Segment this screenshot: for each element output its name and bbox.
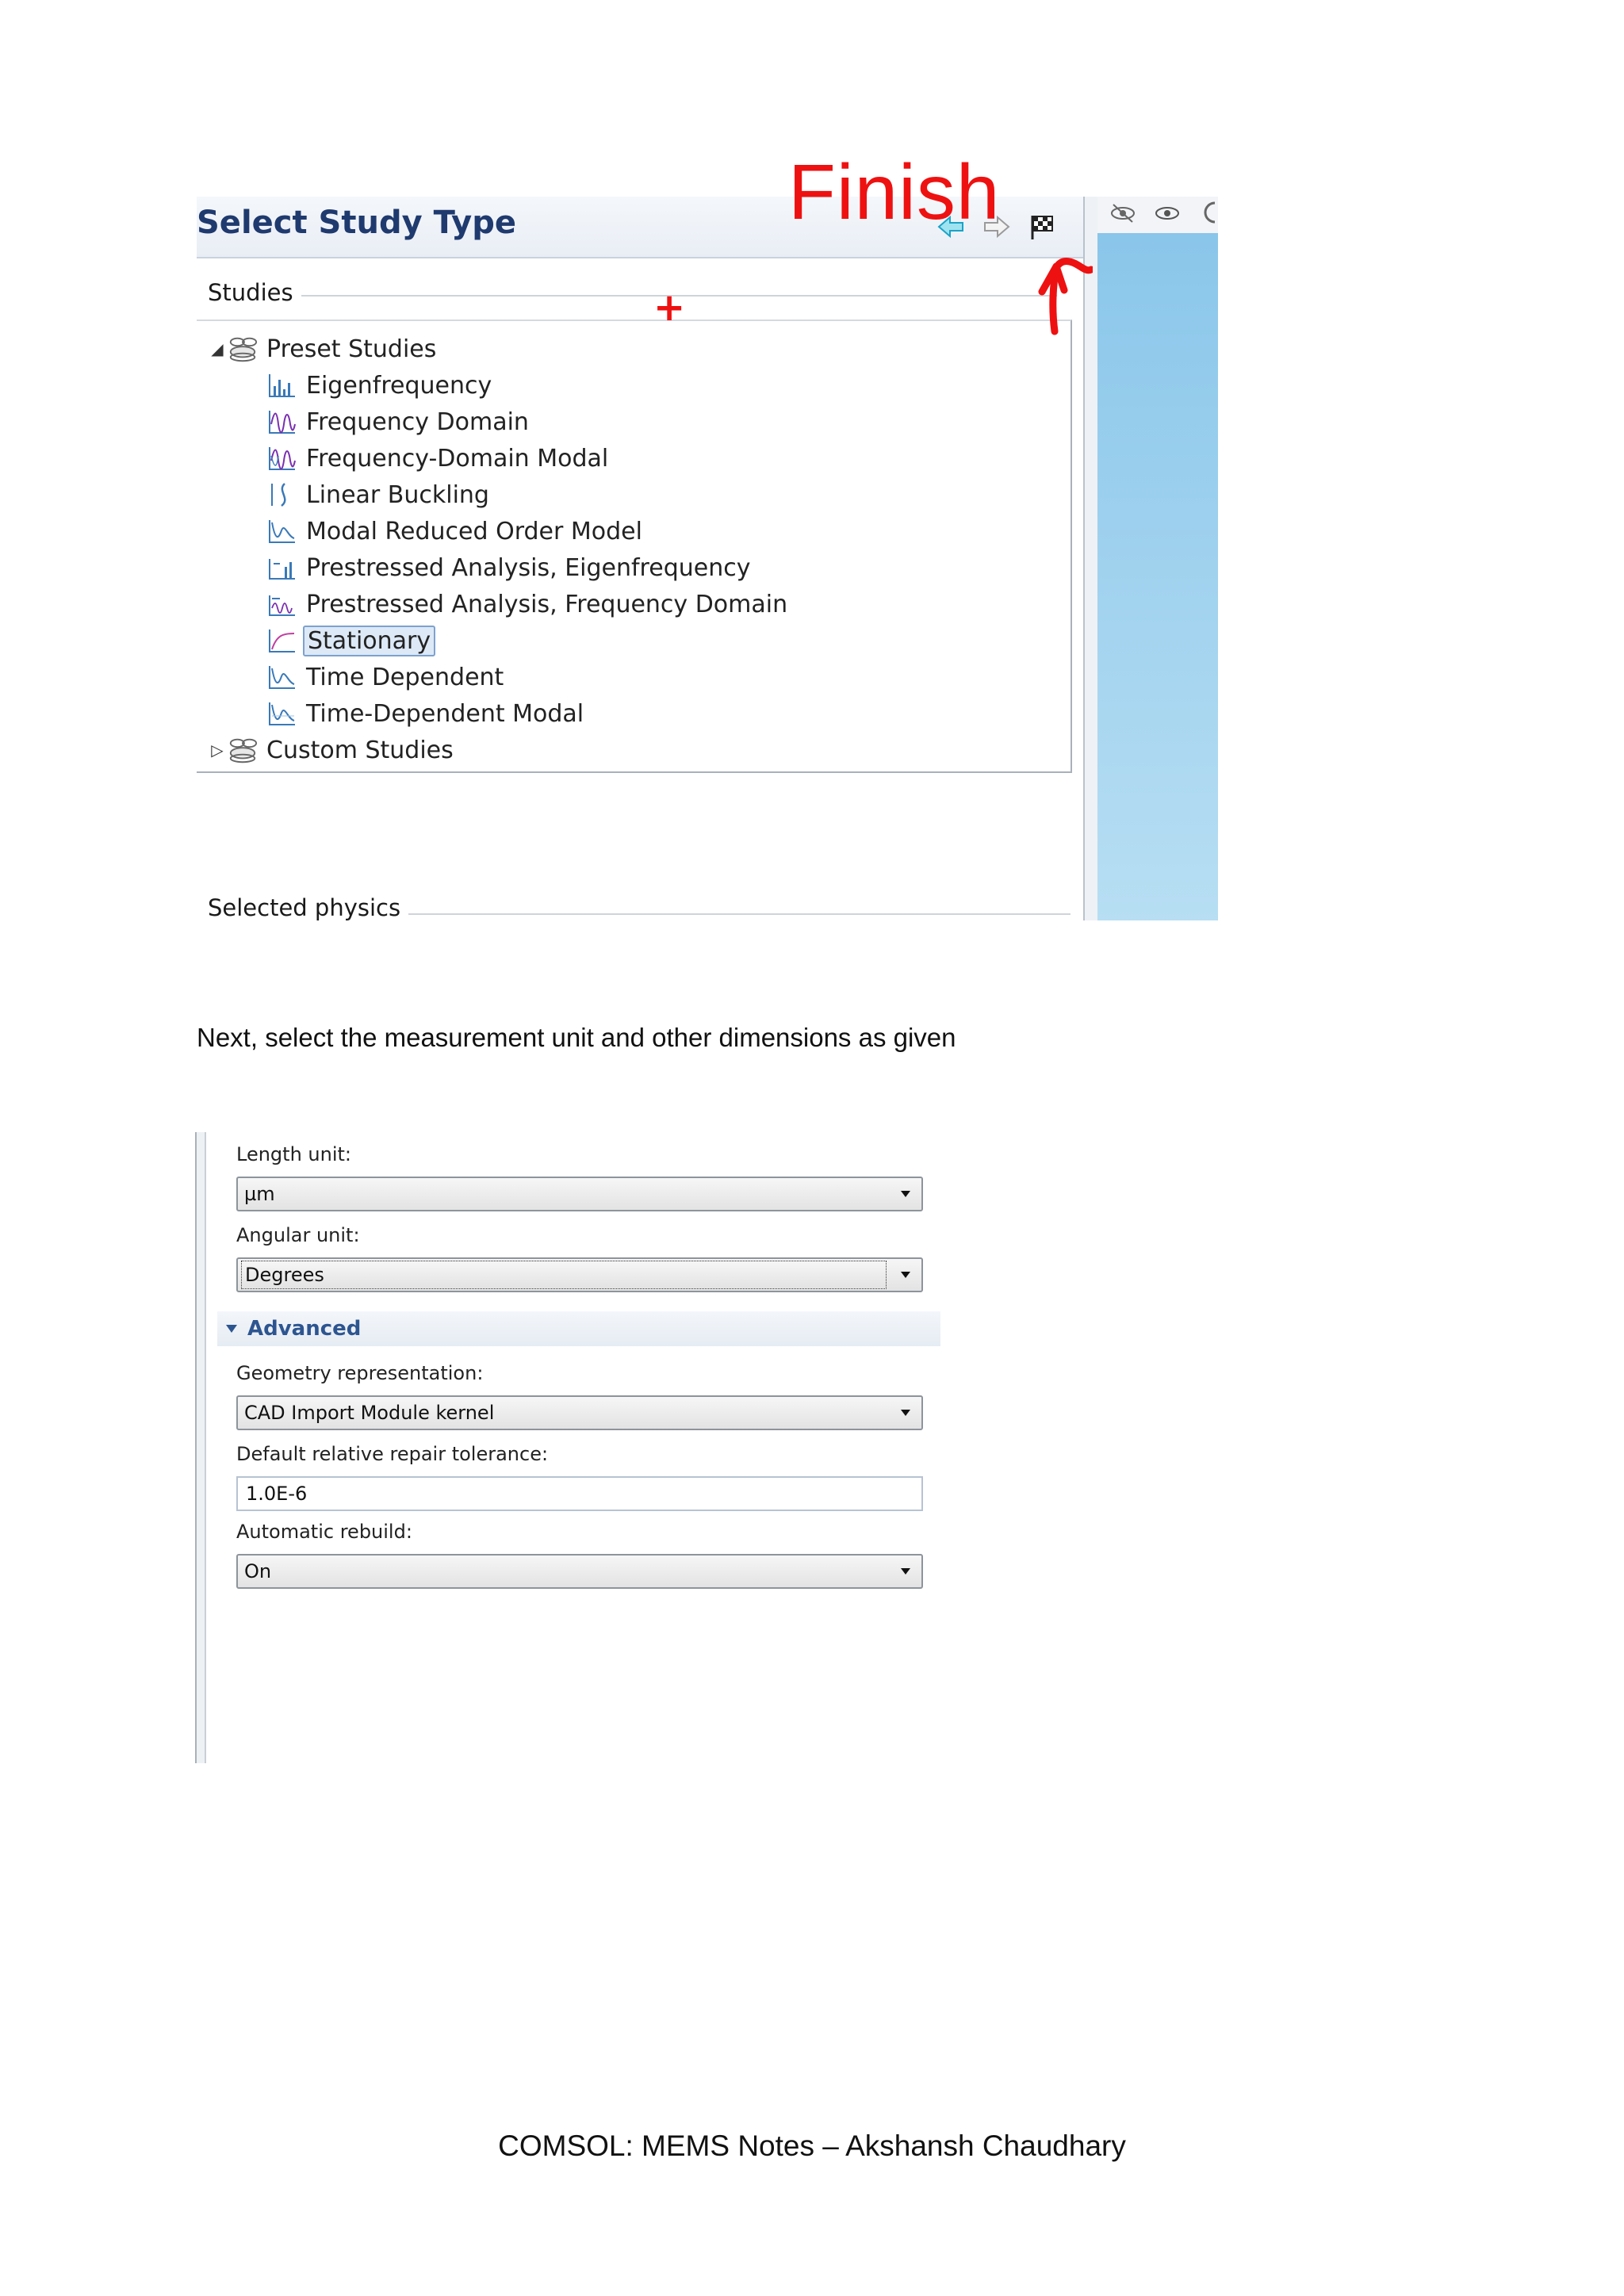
tree-item-prestressed-analysis-eigenfrequency[interactable] (197, 549, 1071, 586)
instruction-paragraph: Next, select the measurement unit and other dimensions as given (197, 1023, 956, 1052)
prestressed-eigenfrequency-icon (266, 553, 298, 583)
eigenfrequency-icon (266, 370, 298, 400)
panel-left-border (195, 1132, 206, 1763)
tree-item-label: Eigenfrequency (306, 371, 492, 400)
refresh-icon[interactable] (1199, 200, 1218, 228)
dropdown-arrow-icon[interactable] (890, 1567, 921, 1575)
collapse-triangle-icon[interactable]: ◢ (211, 339, 224, 358)
studies-group-icon (227, 334, 259, 364)
page-footer: COMSOL: MEMS Notes – Akshansh Chaudhary (498, 2130, 1126, 2162)
frequency-domain-modal-icon (266, 443, 298, 473)
finish-flag-icon[interactable] (1026, 212, 1058, 241)
finish-annotation: Finish (788, 148, 1001, 235)
automatic-rebuild-select[interactable] (236, 1554, 923, 1589)
study-panel-title: Select Study Type (197, 205, 516, 241)
geometry-settings-screenshot (195, 1132, 948, 1763)
time-dependent-modal-icon (266, 698, 298, 729)
red-plus-annotation-icon: + (653, 285, 686, 330)
tree-node-custom-studies[interactable] (197, 732, 1071, 768)
stationary-icon (266, 626, 298, 656)
tree-label-preset-studies: Preset Studies (266, 335, 437, 363)
modal-reduced-order-icon (266, 516, 298, 546)
prestressed-frequency-icon (266, 589, 298, 619)
automatic-rebuild-label: Automatic rebuild: (236, 1521, 412, 1543)
angular-unit-value: Degrees (241, 1261, 887, 1289)
repair-tolerance-label: Default relative repair tolerance: (236, 1443, 549, 1465)
tree-item-label: Frequency Domain (306, 408, 529, 436)
tree-item-linear-buckling[interactable] (197, 476, 1071, 513)
angular-unit-select[interactable] (236, 1257, 923, 1292)
tree-item-label: Frequency-Domain Modal (306, 444, 609, 473)
tree-item-frequency-domain-modal[interactable] (197, 440, 1071, 476)
studies-group-icon (227, 735, 259, 765)
study-tree (197, 320, 1072, 773)
tree-item-time-dependent[interactable] (197, 659, 1071, 695)
tree-item-label: Time-Dependent Modal (306, 699, 584, 728)
linear-buckling-icon (266, 480, 298, 510)
dropdown-arrow-icon[interactable] (890, 1409, 921, 1417)
automatic-rebuild-value: On (244, 1560, 272, 1582)
length-unit-label: Length unit: (236, 1143, 351, 1165)
tree-item-eigenfrequency[interactable] (197, 367, 1071, 404)
selected-physics-label: Selected physics (197, 894, 408, 920)
dropdown-arrow-icon[interactable] (890, 1271, 921, 1279)
tree-item-label: Prestressed Analysis, Eigenfrequency (306, 553, 751, 582)
hide-eye-icon[interactable] (1109, 201, 1137, 228)
tree-item-frequency-domain[interactable] (197, 404, 1071, 440)
tree-item-label: Stationary (303, 626, 435, 656)
angular-unit-label: Angular unit: (236, 1224, 360, 1246)
dropdown-arrow-icon[interactable] (890, 1190, 921, 1198)
frequency-domain-icon (266, 407, 298, 437)
geometry-representation-value: CAD Import Module kernel (244, 1402, 495, 1424)
graphics-toolbar (1097, 197, 1218, 233)
tree-item-modal-reduced-order-model[interactable] (197, 513, 1071, 549)
tree-item-label: Linear Buckling (306, 480, 489, 509)
studies-section-label: Studies (197, 279, 301, 306)
tree-node-preset-studies[interactable] (197, 331, 1071, 367)
advanced-section-header[interactable] (217, 1311, 940, 1346)
graphics-window (1097, 233, 1218, 920)
tree-item-prestressed-analysis-frequency-domain[interactable] (197, 586, 1071, 622)
tree-item-label: Modal Reduced Order Model (306, 517, 642, 545)
tree-item-time-dependent-modal[interactable] (197, 695, 1071, 732)
red-arrow-annotation (1037, 252, 1093, 342)
advanced-label: Advanced (247, 1317, 362, 1341)
repair-tolerance-input[interactable]: 1.0E-6 (236, 1476, 923, 1511)
time-dependent-icon (266, 662, 298, 692)
length-unit-value: µm (244, 1183, 275, 1205)
length-unit-select[interactable] (236, 1177, 923, 1211)
show-eye-icon[interactable] (1153, 201, 1182, 228)
collapse-triangle-icon[interactable] (225, 1322, 238, 1337)
geometry-representation-label: Geometry representation: (236, 1362, 484, 1384)
tree-label-custom-studies: Custom Studies (266, 736, 454, 764)
select-study-type-screenshot (197, 197, 1218, 920)
tree-item-label: Time Dependent (306, 663, 504, 691)
geometry-representation-select[interactable] (236, 1395, 923, 1430)
expand-triangle-icon[interactable]: ▷ (211, 740, 224, 760)
tree-item-stationary[interactable] (197, 622, 1071, 659)
studies-divider (197, 295, 1057, 297)
tree-item-label: Prestressed Analysis, Frequency Domain (306, 590, 788, 618)
